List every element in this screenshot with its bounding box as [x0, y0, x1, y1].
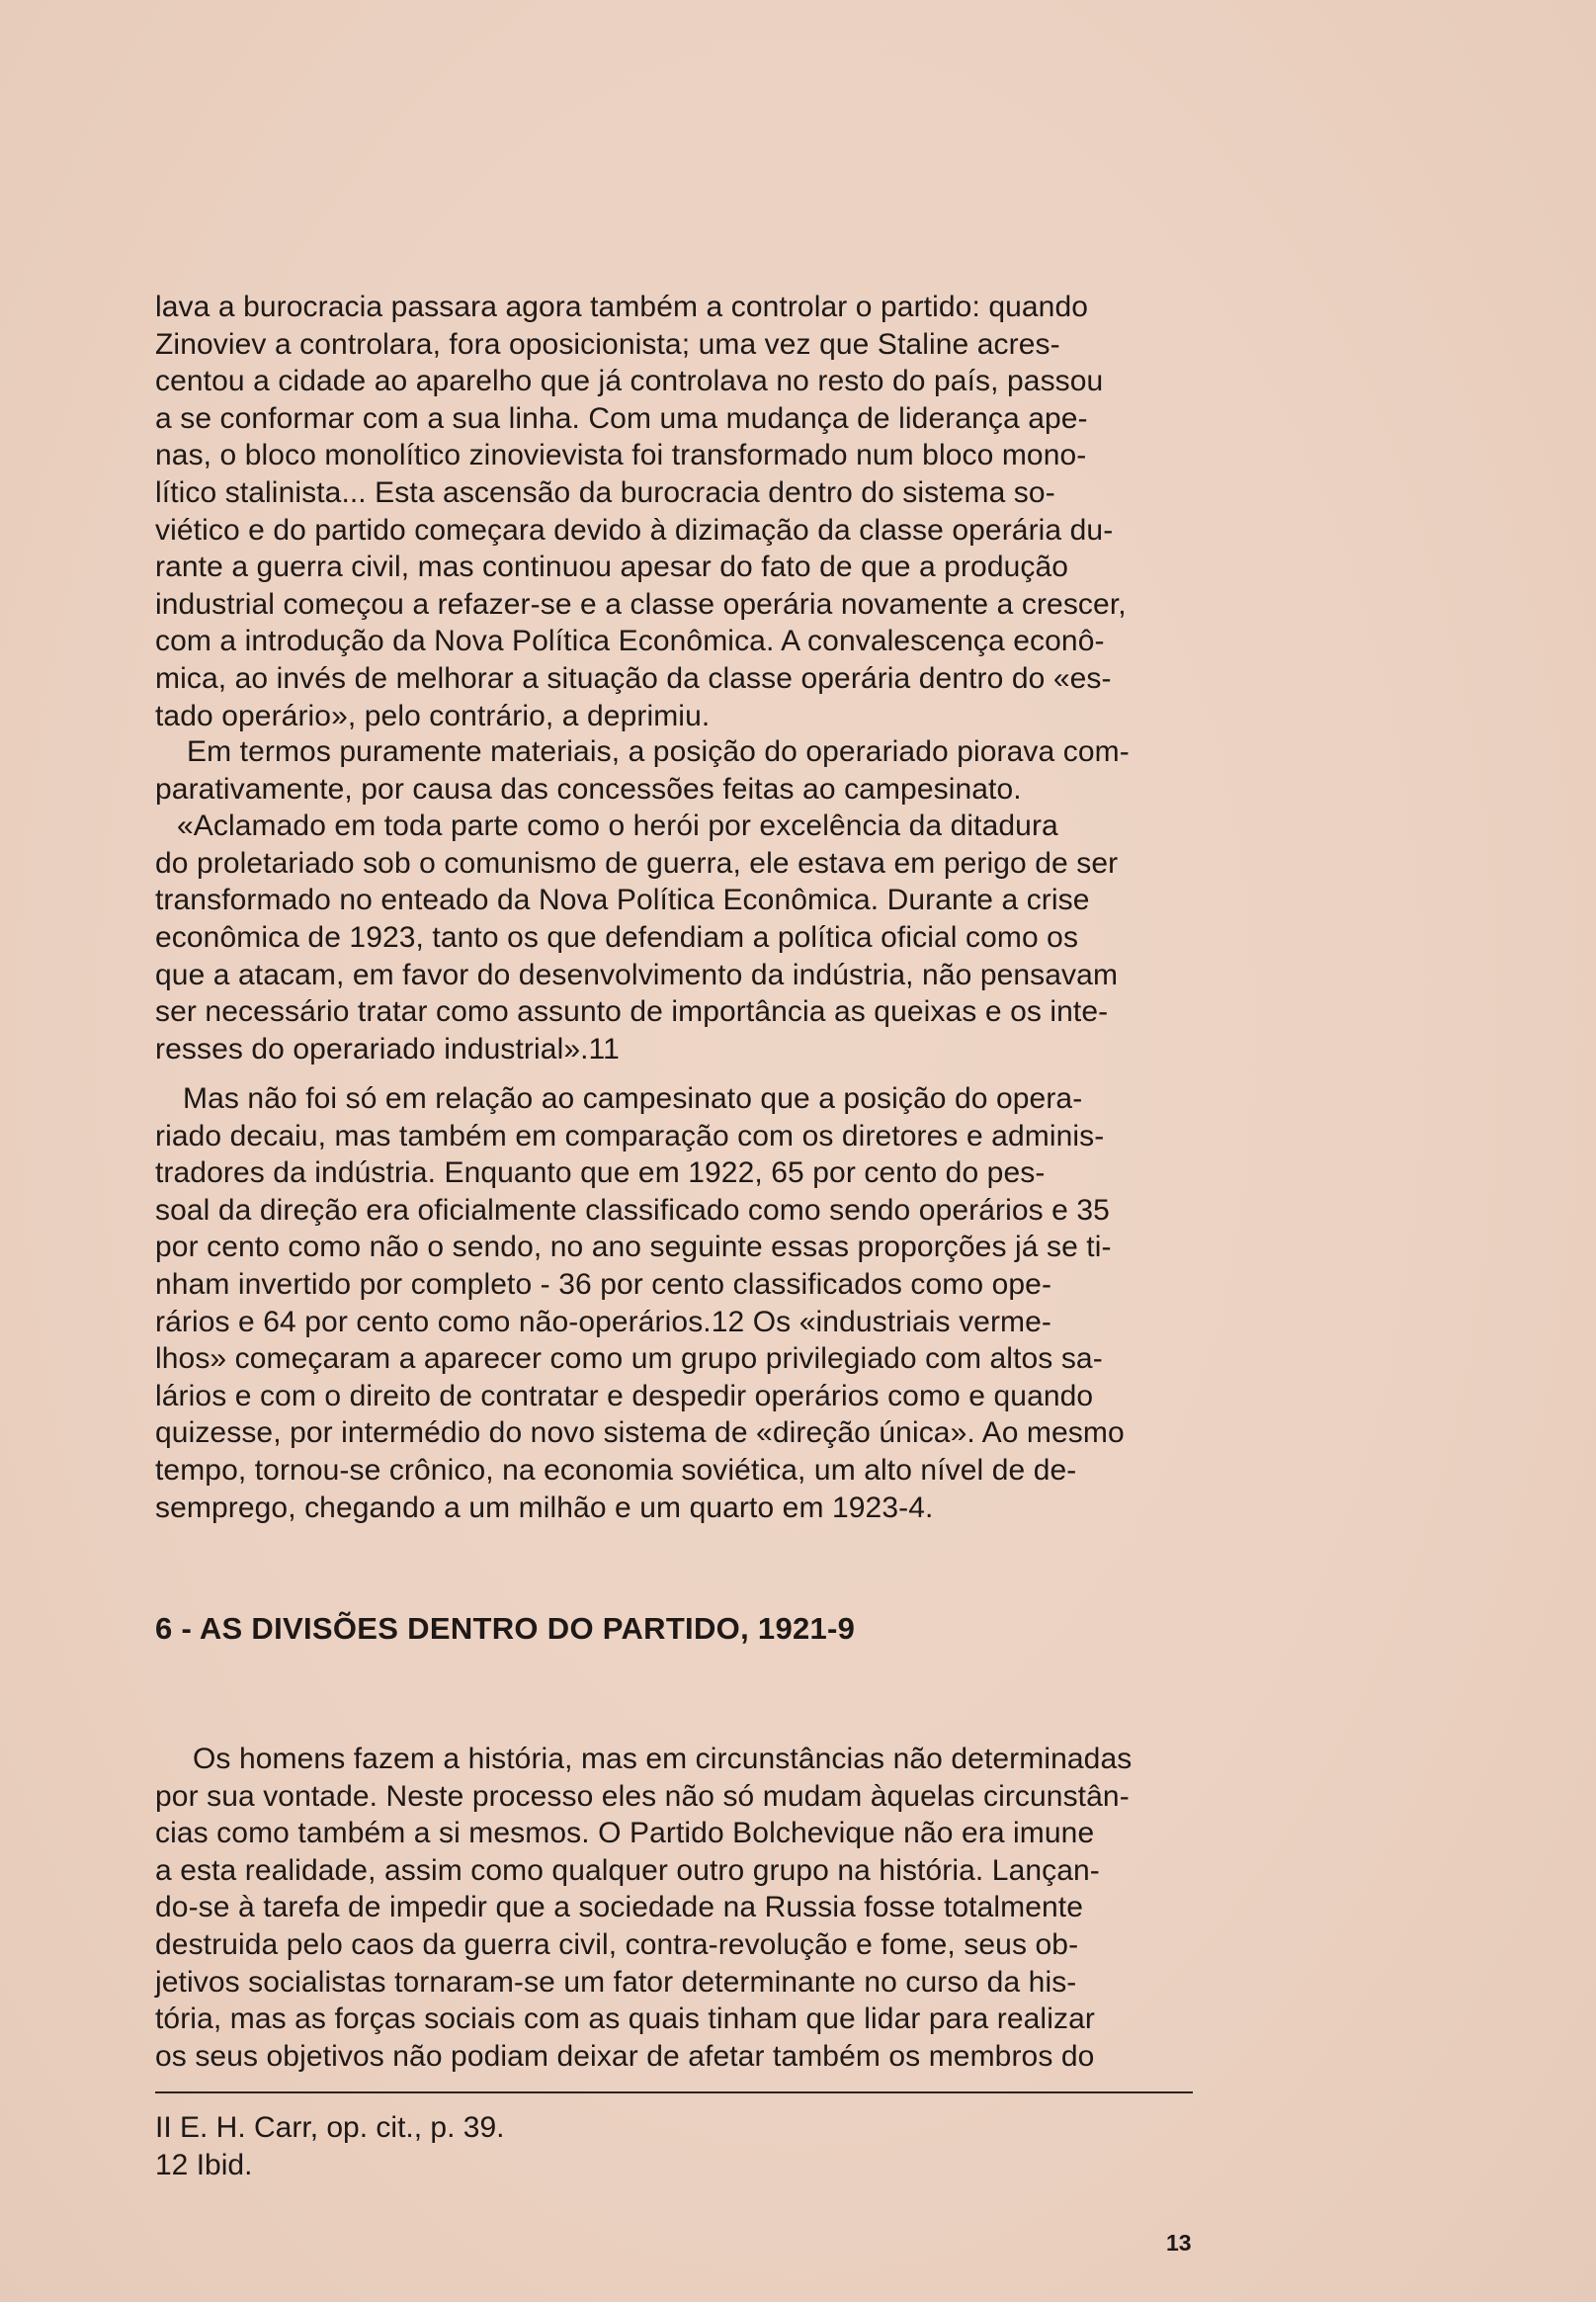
text-line: tória, mas as forças sociais com as quais tinham que lidar para realizar	[155, 2003, 1095, 2036]
text-line: nas, o bloco monolítico zinovievista foi transformado num bloco mono-	[155, 439, 1087, 472]
text-line: tradores da indústria. Enquanto que em 1922, 65 por cento do pes-	[155, 1156, 1046, 1190]
text-line: do proletariado sob o comunismo de guerra, ele estava em perigo de ser	[155, 846, 1119, 880]
text-line: tado operário», pelo contrário, a deprimiu.	[155, 699, 711, 732]
paragraph-4	[155, 1741, 1224, 2075]
text-line: lava a burocracia passara agora também a controlar o partido: quando	[155, 291, 1089, 323]
footnote: 12 Ibid.	[155, 2149, 253, 2181]
text-line: os seus objetivos não podiam deixar de afetar também os membros do	[155, 2039, 1095, 2073]
text-line: do-se à tarefa de impedir que a sociedade na Russia fosse totalmente	[155, 1891, 1084, 1924]
text-line: Os homens fazem a história, mas em circunstâncias não determinadas	[193, 1743, 1133, 1775]
text-line: econômica de 1923, tanto os que defendiam a política oficial como os	[155, 920, 1079, 954]
text-line: nham invertido por completo - 36 por cento classificados como ope-	[155, 1267, 1052, 1301]
text-line: por cento como não o sendo, no ano seguinte essas proporções já se ti-	[155, 1231, 1112, 1264]
text-line: por sua vontade. Neste processo eles não só mudam àquelas circunstân-	[155, 1779, 1130, 1813]
text-line: lários e com o direito de contratar e despedir operários como e quando	[155, 1379, 1094, 1412]
text-line: jetivos socialistas tornaram-se um fator determinante no curso da his-	[155, 1965, 1077, 1999]
text-line: cias como também a si mesmos. O Partido Bolchevique não era imune	[155, 1817, 1095, 1850]
text-line: transformado no enteado da Nova Política Econômica. Durante a crise	[155, 884, 1090, 917]
text-line: lítico stalinista... Esta ascensão da burocracia dentro do sistema so-	[155, 475, 1055, 509]
page-number: 13	[1166, 2230, 1192, 2256]
text-line: rante a guerra civil, mas continuou apesar do fato de que a produção	[155, 551, 1069, 584]
text-line: Zinoviev a controlara, fora oposicionista; uma vez que Staline acres-	[155, 327, 1060, 361]
text-line: industrial começou a refazer-se e a classe operária novamente a crescer,	[155, 587, 1127, 621]
text-line: parativamente, por causa das concessões feitas ao campesinato.	[155, 772, 1022, 806]
text-line: a se conformar com a sua linha. Com uma mudança de liderança ape-	[155, 401, 1088, 435]
paragraph-3	[155, 1080, 1224, 1526]
text-line: que a atacam, em favor do desenvolvimento da indústria, não pensavam	[155, 958, 1119, 991]
text-line: Mas não foi só em relação ao campesinato que a posição do opera-	[183, 1082, 1083, 1115]
text-line: tempo, tornou-se crônico, na economia soviética, um alto nível de de-	[155, 1453, 1077, 1487]
text-line: quizesse, por intermédio do novo sistema de «direção única». Ao mesmo	[155, 1416, 1125, 1450]
text-line: com a introdução da Nova Política Econômica. A convalescença econô-	[155, 625, 1105, 658]
text-line: mica, ao invés de melhorar a situação da classe operária dentro do «es-	[155, 661, 1112, 695]
section-heading: 6 - AS DIVISÕES DENTRO DO PARTIDO, 1921-9	[155, 1611, 856, 1646]
text-line: viético e do partido começara devido à dizimação da classe operária du-	[155, 513, 1114, 547]
text-line: semprego, chegando a um milhão e um quarto em 1923-4.	[155, 1491, 934, 1524]
footnote: II E. H. Carr, op. cit., p. 39.	[155, 2111, 505, 2144]
text-line: rários e 64 por cento como não-operários.12 Os «industriais verme-	[155, 1305, 1052, 1338]
footnotes	[155, 2109, 1224, 2184]
text-line: a esta realidade, assim como qualquer outro grupo na história. Lançan-	[155, 1853, 1100, 1887]
text-line: Em termos puramente materiais, a posição do operariado piorava com-	[187, 735, 1130, 768]
text-line: destruida pelo caos da guerra civil, contra-revolução e fome, seus ob-	[155, 1927, 1079, 1961]
footnote-divider	[155, 2091, 1193, 2093]
text-line: centou a cidade ao aparelho que já controlava no resto do país, passou	[155, 365, 1104, 398]
text-line: riado decaiu, mas também em comparação com os diretores e adminis-	[155, 1119, 1105, 1152]
paragraph-1	[155, 289, 1224, 734]
text-line: soal da direção era oficialmente classificado como sendo operários e 35	[155, 1193, 1110, 1227]
text-line: «Aclamado em toda parte como o herói por excelência da ditadura	[177, 810, 1058, 843]
text-line: resses do operariado industrial».11	[155, 1032, 620, 1066]
paragraph-2	[155, 733, 1224, 1067]
text-line: ser necessário tratar como assunto de importância as queixas e os inte-	[155, 995, 1109, 1029]
text-line: lhos» começaram a aparecer como um grupo privilegiado com altos sa-	[155, 1342, 1103, 1376]
